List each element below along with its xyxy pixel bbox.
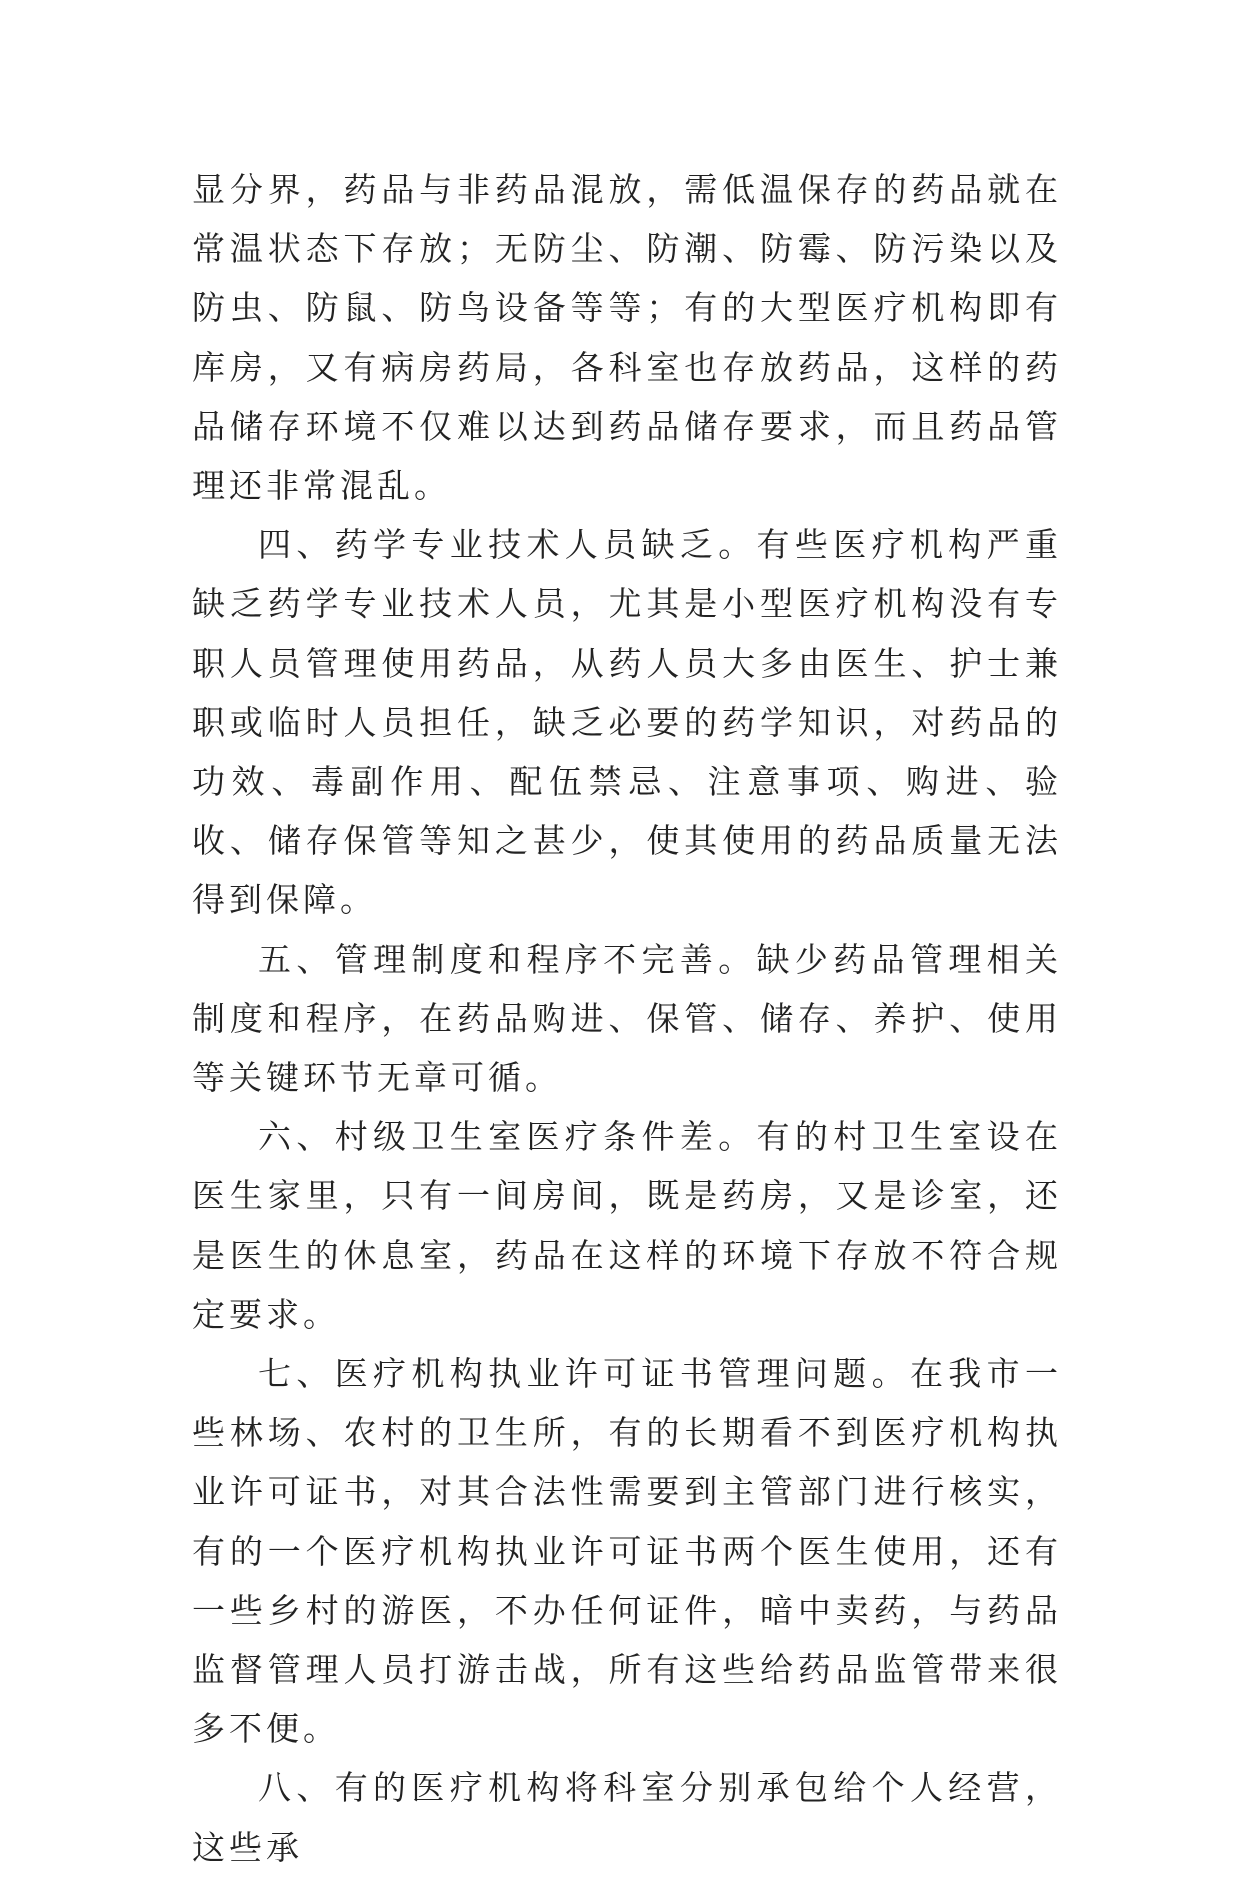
paragraph-section-4: 四、药学专业技术人员缺乏。有些医疗机构严重缺乏药学专业技术人员，尤其是小型医疗机构没有专职人员管理使用药品，从药人员大多由医生、护士兼职或临时人员担任，缺乏必要的药学知识，对药品的功效、毒副作用、配伍禁忌、注意事项、购进、验收、储存保管等知之甚少，使其使用的药品质量无法得到保障。 — [192, 525, 1062, 920]
body-text — [192, 160, 1062, 1877]
paragraph-storage-conditions: 显分界，药品与非药品混放，需低温保存的药品就在常温状态下存放；无防尘、防潮、防霉、防污染以及防虫、防鼠、防鸟设备等等；有的大型医疗机构即有库房，又有病房药局，各科室也存放药品，这样的药品储存环境不仅难以达到药品储存要求，而且药品管理还非常混乱。 — [192, 170, 1062, 506]
paragraph-section-5: 五、管理制度和程序不完善。缺少药品管理相关制度和程序，在药品购进、保管、储存、养护、使用等关键环节无章可循。 — [192, 939, 1062, 1098]
paragraph-section-8: 八、有的医疗机构将科室分别承包给个人经营，这些承 — [192, 1768, 1062, 1867]
paragraph-section-6: 六、村级卫生室医疗条件差。有的村卫生室设在医生家里，只有一间房间，既是药房，又是诊室，还是医生的休息室，药品在这样的环境下存放不符合规定要求。 — [192, 1117, 1062, 1334]
paragraph-section-7: 七、医疗机构执业许可证书管理问题。在我市一些林场、农村的卫生所，有的长期看不到医疗机构执业许可证书，对其合法性需要到主管部门进行核实，有的一个医疗机构执业许可证书两个医生使用，还有一些乡村的游医，不办任何证件，暗中卖药，与药品监督管理人员打游击战，所有这些给药品监管带来很多不便。 — [192, 1354, 1062, 1749]
